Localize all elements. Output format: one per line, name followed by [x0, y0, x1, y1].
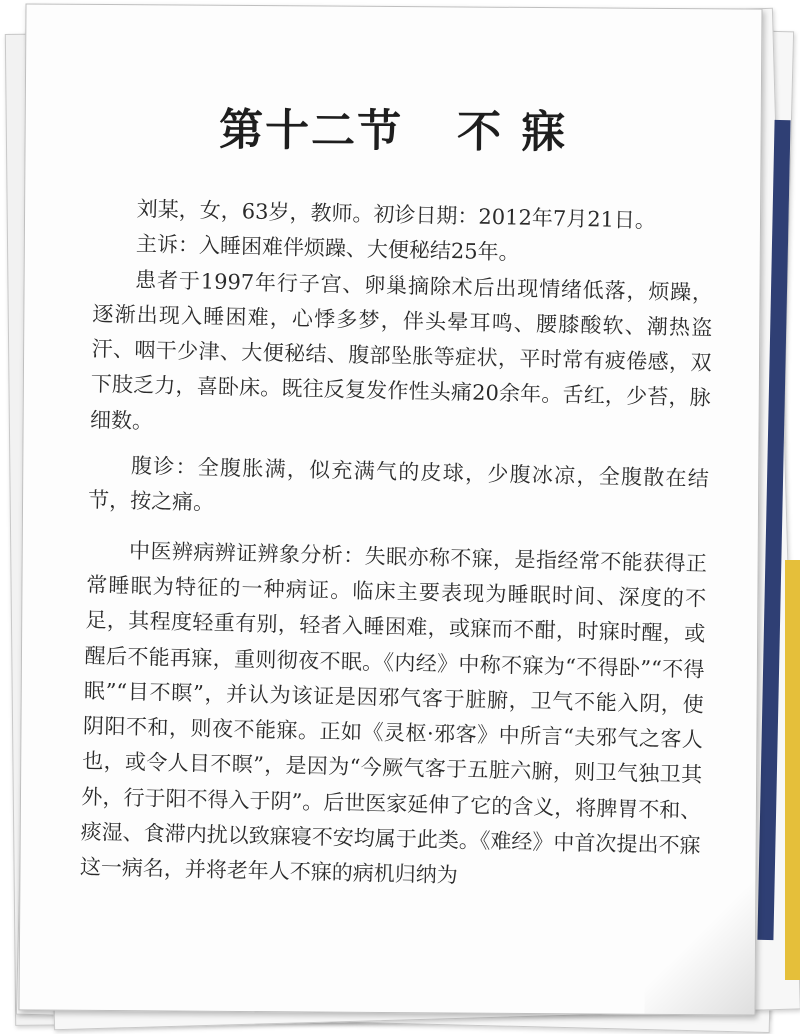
section-name-char-1: 不	[456, 106, 504, 158]
section-title	[25, 92, 760, 161]
section-name-char-2: 寐	[520, 106, 568, 159]
section-number: 第十二节	[218, 104, 404, 158]
paragraph-chief-complaint: 主诉：入睡困难伴烦躁、大便秘结25年。	[135, 232, 520, 265]
body-text	[79, 191, 715, 900]
paragraph-analysis: 中医辨病辨证辨象分析：失眠亦称不寐，是指经常不能获得正常睡眠为特征的一种病证。临床主要表现为睡眠时间、深度的不足，其程度轻重有别，轻者入睡困难，或寐而不酣，时寐时醒，或醒后不能再寐，重则彻夜不眠。《内经》中称不寐为“不得卧”“不得眠”“目不瞑”，并认为该证是因邪气客于脏腑，卫气不能入阴，使阴阳不和，则夜不能寐。正如《灵枢·邪客》中所言“夫邪气之客人也，或令人目不瞑”，是因为“今厥气客于五脏六腑，则卫气独卫其外，行于阳不得入于阴”。后世医家延伸了它的含义，将脾胃不和、痰湿、食滞内扰以致寐寝不安均属于此类。《难经》中首次提出不寐这一病名，并将老年人不寐的病机归纳为	[79, 538, 708, 888]
book-edge-yellow	[785, 560, 800, 980]
paragraph-patient-info: 刘某，女，63岁，教师。初诊日期：2012年7月21日。	[136, 196, 657, 233]
paragraph-abdominal-exam: 腹诊：全腹胀满，似充满气的皮球，少腹冰凉，全腹散在结节，按之痛。	[87, 453, 710, 516]
page-curl	[644, 874, 755, 1015]
paragraph-history: 患者于1997年行子宫、卵巢摘除术后出现情绪低落，烦躁，逐渐出现入睡困难，心悸多梦，伴头晕耳鸣、腰膝酸软、潮热盗汗、咽干少津、大便秘结、腹部坠胀等症状，平时常有疲倦感，双下肢乏力，喜卧床。既往反复发作性头痛20余年。舌红，少苔，脉细数。	[89, 267, 714, 434]
document-page	[18, 3, 762, 1015]
